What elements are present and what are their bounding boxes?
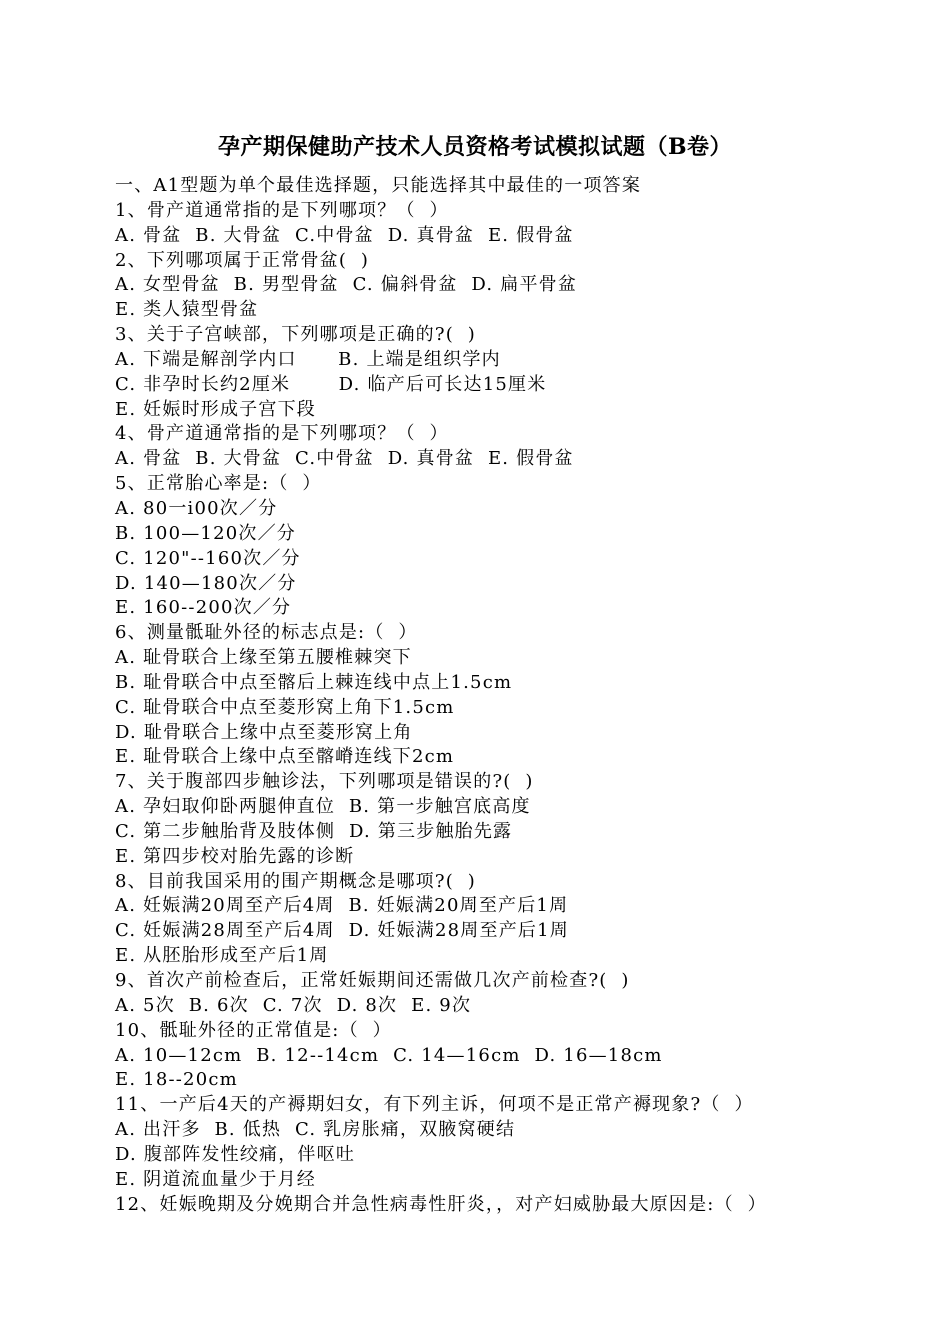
document-line: D. 140—180次／分 bbox=[115, 572, 297, 594]
document-body bbox=[115, 174, 915, 1217]
document-line: A. 孕妇取仰卧两腿伸直位 B. 第一步触宫底高度 bbox=[115, 796, 531, 818]
document-line: C. 第二步触胎背及肢体侧 D. 第三步触胎先露 bbox=[115, 820, 513, 842]
document-line: 8、目前我国采用的围产期概念是哪项?( ) bbox=[115, 870, 476, 892]
document-line: A. 骨盆 B. 大骨盆 C.中骨盆 D. 真骨盆 E. 假骨盆 bbox=[115, 448, 574, 470]
document-line: D. 腹部阵发性绞痛，伴呕吐 bbox=[115, 1143, 356, 1165]
document-line: 5、正常胎心率是:（ ） bbox=[115, 473, 322, 495]
document-line: 1、骨产道通常指的是下列哪项？（ ） bbox=[115, 199, 449, 221]
document-line: E. 耻骨联合上缘中点至髂嵴连线下2cm bbox=[115, 746, 455, 768]
document-line: 3、关于子宫峡部，下列哪项是正确的?( ) bbox=[115, 324, 476, 346]
document-line: E. 第四步校对胎先露的诊断 bbox=[115, 845, 355, 867]
document-line: 12、妊娠晚期及分娩期合并急性病毒性肝炎，，对产妇威胁最大原因是:（ ） bbox=[115, 1193, 767, 1215]
document-line: E. 从胚胎形成至产后1周 bbox=[115, 945, 329, 967]
document-line: A. 耻骨联合上缘至第五腰椎棘突下 bbox=[115, 647, 412, 669]
document-line: C. 妊娠满28周至产后4周 D. 妊娠满28周至产后1周 bbox=[115, 920, 569, 942]
document-line: E. 18--20cm bbox=[115, 1069, 238, 1091]
document-line: 2、下列哪项属于正常骨盆( ) bbox=[115, 249, 370, 271]
document-line: 7、关于腹部四步触诊法，下列哪项是错误的?( ) bbox=[115, 771, 534, 793]
document-line: 9、首次产前检查后，正常妊娠期间还需做几次产前检查?( ) bbox=[115, 970, 630, 991]
document-line: E. 类人猿型骨盆 bbox=[115, 299, 259, 321]
document-line: A. 10—12cm B. 12--14cm C. 14—16cm D. 16—18cm bbox=[115, 1044, 663, 1066]
document-line: A. 骨盆 B. 大骨盆 C.中骨盆 D. 真骨盆 E. 假骨盆 bbox=[115, 224, 574, 246]
document-line: 6、测量骶耻外径的标志点是:（ ） bbox=[115, 622, 418, 644]
document-line: C. 120"--160次／分 bbox=[115, 547, 301, 569]
document-line: B. 100—120次／分 bbox=[115, 522, 296, 544]
document-line: A. 5次 B. 6次 C. 7次 D. 8次 E. 9次 bbox=[115, 994, 472, 1016]
document-line: B. 耻骨联合中点至髂后上棘连线中点上1.5cm bbox=[115, 671, 513, 693]
document-line: C. 非孕时长约2厘米 D. 临产后可长达15厘米 bbox=[115, 373, 547, 395]
document-line: A. 女型骨盆 B. 男型骨盆 C. 偏斜骨盆 D. 扁平骨盆 bbox=[115, 274, 578, 296]
document-line: A. 80一i00次／分 bbox=[115, 497, 278, 519]
document-line: C. 耻骨联合中点至菱形窝上角下1.5cm bbox=[115, 696, 455, 718]
document-title: 孕产期保健助产技术人员资格考试模拟试题（B卷） bbox=[217, 134, 733, 160]
document-line: E. 妊娠时形成子宫下段 bbox=[115, 398, 316, 420]
document-line: 4、骨产道通常指的是下列哪项？（ ） bbox=[115, 423, 449, 445]
document-line: 一、A1型题为单个最佳选择题，只能选择其中最佳的一项答案 bbox=[115, 175, 642, 196]
document-line: E. 阴道流血量少于月经 bbox=[115, 1168, 316, 1190]
document-line: A. 下端是解剖学内口 B. 上端是组织学内 bbox=[115, 348, 501, 370]
document-line: 10、骶耻外径的正常值是:（ ） bbox=[115, 1019, 392, 1041]
document-line: E. 160--200次／分 bbox=[115, 597, 292, 619]
document-line: A. 妊娠满20周至产后4周 B. 妊娠满20周至产后1周 bbox=[115, 895, 569, 917]
document-line: D. 耻骨联合上缘中点至菱形窝上角 bbox=[115, 721, 413, 743]
document-line: A. 出汗多 B. 低热 C. 乳房胀痛，双腋窝硬结 bbox=[115, 1119, 516, 1141]
document-line: 11、一产后4天的产褥期妇女，有下列主诉，何项不是正常产褥现象?（ ） bbox=[115, 1094, 754, 1116]
